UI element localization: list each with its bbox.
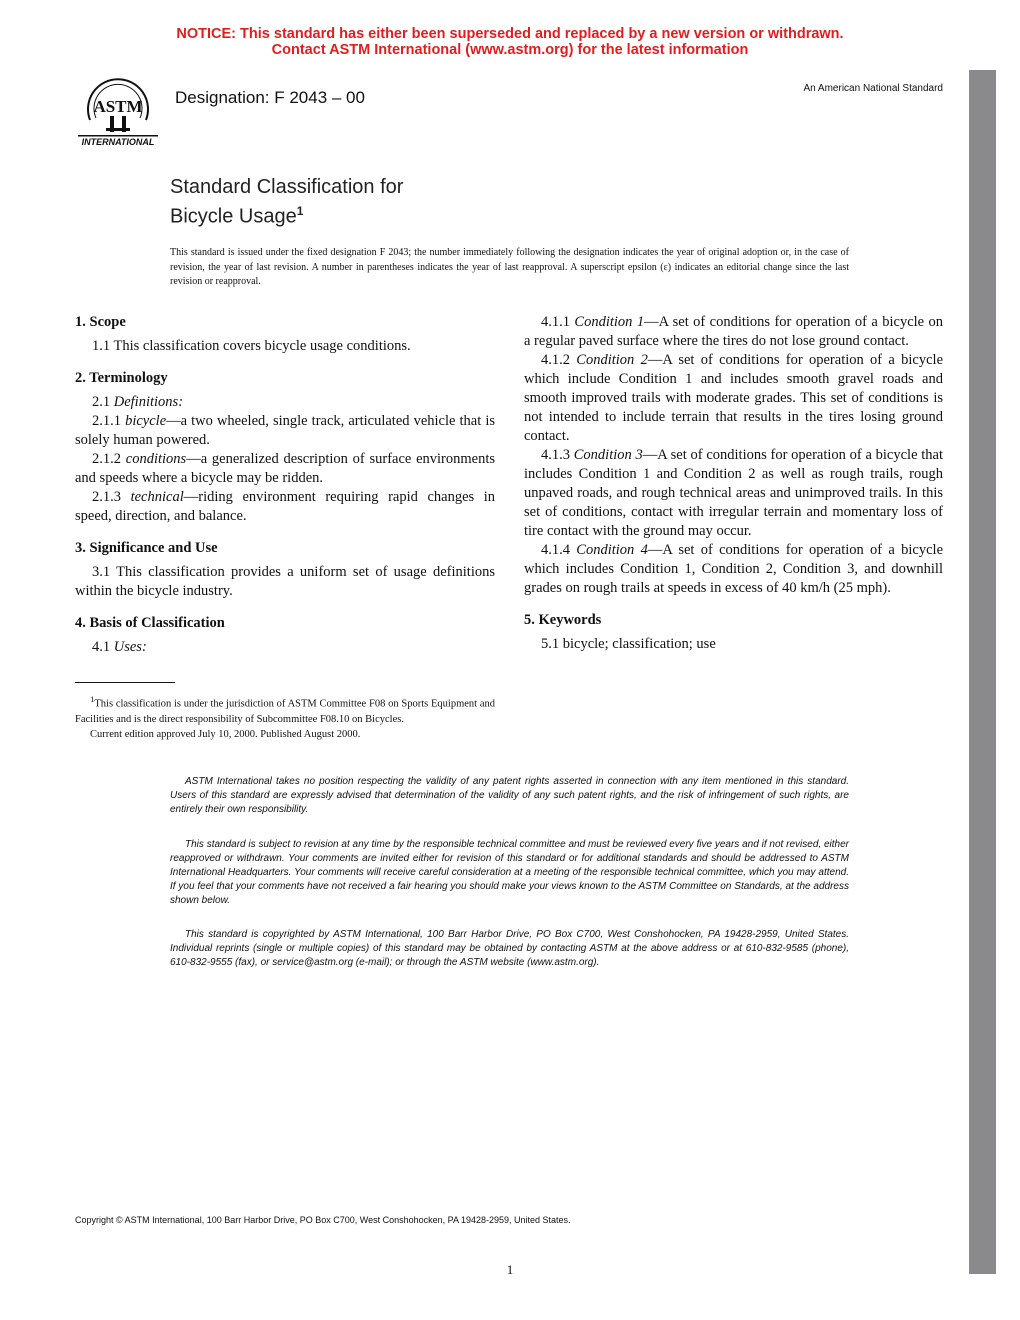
para-2-1 xyxy=(75,393,495,412)
para-4-1-1-num: 4.1.1 xyxy=(541,314,575,330)
para-4-1-4-term: Condition 4 xyxy=(576,542,648,558)
para-4-1-2-text: —A set of conditions for operation of a bicycle which include Condition 1 and includes smooth gravel roads and smooth improved trails with moderate grades. This set of conditions is not intended to include terrain that results in the tires losing ground contact. xyxy=(524,352,943,444)
footnote xyxy=(75,692,495,742)
para-3-1: 3.1 This classification provides a uniform set of usage definitions within the bicycle industry. xyxy=(75,564,495,599)
legal-copyright-text: This standard is copyrighted by ASTM International, 100 Barr Harbor Drive, PO Box C700, West Conshohocken, PA 19428-2959, United States. Individual reprints (single or multiple copies) of this standard may be obtained by contacting ASTM at the above address or at 610-832-9585 (phone), 610-832-9555 (fax), or service@astm.org (e-mail); or through the ASTM website (www.astm.org). xyxy=(170,929,849,968)
astm-logo xyxy=(76,76,160,148)
para-2-1-term: Definitions: xyxy=(113,394,184,410)
right-column xyxy=(524,313,943,654)
footnote-divider xyxy=(75,682,175,683)
title-line-1: Standard Classification for xyxy=(170,176,404,198)
para-4-1 xyxy=(75,638,495,657)
para-4-1-1-term: Condition 1 xyxy=(574,314,645,330)
withdrawn-notice xyxy=(0,26,1020,58)
footnote-text-para xyxy=(75,692,495,727)
para-4-1-3-text: —A set of conditions for operation of a bicycle that includes Condition 1 and Condition 2 as well as rough trails, rough unpaved roads, and rough technical areas and unimproved trails. In this set of conditions, contact with irregular terrain and momentary loss of tire contact with the ground may occur. xyxy=(524,447,943,539)
para-2-1-3-term: technical xyxy=(130,489,184,505)
para-4-1-1 xyxy=(524,313,943,351)
section-heading-scope: 1. Scope xyxy=(75,314,126,330)
legal-patent xyxy=(170,775,849,817)
para-2-1-2-text: —a generalized description of surface environments and speeds where a bicycle may be ridden. xyxy=(75,451,496,486)
para-2-1-2-num: 2.1.2 xyxy=(92,451,126,467)
para-4-1-1-text: —A set of conditions for operation of a bicycle on a regular paved surface where the tires do not lose ground contact. xyxy=(524,314,943,349)
para-4-1-4-text: —A set of conditions for operation of a bicycle which includes Condition 1, Condition 2, Condition 3, and downhill grades on rough trails at speeds in excess of 40 km/h (25 mph). xyxy=(524,542,943,596)
para-4-1-num: 4.1 xyxy=(92,639,114,655)
para-2-1-1 xyxy=(75,412,495,450)
para-4-1-term: Uses: xyxy=(113,639,147,655)
page-number: 1 xyxy=(506,1262,514,1277)
footnote-edition: Current edition approved July 10, 2000. Published August 2000. xyxy=(90,728,361,740)
para-2-1-3-num: 2.1.3 xyxy=(92,489,131,505)
para-4-1-2-num: 4.1.2 xyxy=(541,352,577,368)
left-column xyxy=(75,313,495,657)
standard-type: An American National Standard xyxy=(803,83,943,94)
para-2-1-num: 2.1 xyxy=(92,394,114,410)
section-heading-keywords: 5. Keywords xyxy=(524,612,602,628)
title-footnote-mark: 1 xyxy=(296,204,304,218)
copyright-footer: Copyright © ASTM International, 100 Barr Harbor Drive, PO Box C700, West Conshohocken, PA 19428-2959, United States. xyxy=(75,1215,571,1225)
para-2-1-3-text: —riding environment requiring rapid changes in speed, direction, and balance. xyxy=(75,489,496,524)
para-4-1-3 xyxy=(524,446,943,541)
footnote-text: This classification is under the jurisdiction of ASTM Committee F08 on Sports Equipment and Facilities and is the direct responsibility of Subcommittee F08.10 on Bicycles. xyxy=(75,698,495,725)
legal-copyright xyxy=(170,928,849,970)
para-4-1-3-term: Condition 3 xyxy=(573,447,643,463)
para-2-1-1-num: 2.1.1 xyxy=(92,413,126,429)
para-4-1-4-num: 4.1.4 xyxy=(541,542,577,558)
para-4-1-3-num: 4.1.3 xyxy=(541,447,574,463)
title-line-2-wrap xyxy=(170,199,403,229)
para-5-1: 5.1 bicycle; classification; use xyxy=(541,636,716,652)
notice-line-1: NOTICE: This standard has either been superseded and replaced by a new version or withdrawn. xyxy=(176,26,844,42)
designation: Designation: F 2043 – 00 xyxy=(175,88,365,107)
para-2-1-3 xyxy=(75,488,495,526)
para-2-1-1-text: —a two wheeled, single track, articulated vehicle that is solely human powered. xyxy=(75,413,496,448)
intro-paragraph: This standard is issued under the fixed designation F 2043; the number immediately following the designation indicates the year of original adoption or, in the case of revision, the year of last revision. A number in parentheses indicates the year of last reapproval. A superscript epsilon (ε) indicates an editorial change since the last revision or reapproval. xyxy=(170,247,849,287)
title-line-2: Bicycle Usage xyxy=(170,205,297,228)
page-scroll-sidebar[interactable] xyxy=(969,70,996,1274)
para-2-1-1-term: bicycle xyxy=(125,413,167,429)
section-heading-terminology: 2. Terminology xyxy=(75,370,168,386)
logo-subtext: INTERNATIONAL xyxy=(81,137,155,147)
legal-patent-text: ASTM International takes no position respecting the validity of any patent rights asserted in connection with any item mentioned in this standard. Users of this standard are expressly advised that determination of the validity of any such patent rights, and the risk of infringement of such rights, are entirely their own responsibility. xyxy=(170,776,849,815)
para-4-1-2 xyxy=(524,351,943,446)
logo-text: ASTM xyxy=(93,97,143,116)
legal-revision xyxy=(170,838,849,908)
section-heading-basis: 4. Basis of Classification xyxy=(75,615,225,631)
para-2-1-2 xyxy=(75,450,495,488)
notice-line-2: Contact ASTM International (www.astm.org) for the latest information xyxy=(271,42,749,58)
para-2-1-2-term: conditions xyxy=(125,451,187,467)
para-4-1-4 xyxy=(524,541,943,598)
astm-logo-icon xyxy=(76,76,160,148)
section-heading-significance: 3. Significance and Use xyxy=(75,540,218,556)
para-1-1: 1.1 This classification covers bicycle usage conditions. xyxy=(92,338,411,354)
legal-revision-text: This standard is subject to revision at any time by the responsible technical committee and must be reviewed every five years and if not revised, either reapproved or withdrawn. Your comments are invited either for revision of this standard or for additional standards and should be addressed to ASTM International Headquarters. Your comments will receive careful consideration at a meeting of the responsible technical committee, which you may attend. If you feel that your comments have not received a fair hearing you should make your views known to the ASTM Committee on Standards, at the address shown below. xyxy=(170,839,849,906)
para-4-1-2-term: Condition 2 xyxy=(576,352,648,368)
footnote-mark: 1 xyxy=(90,694,95,704)
page-title xyxy=(170,175,403,229)
